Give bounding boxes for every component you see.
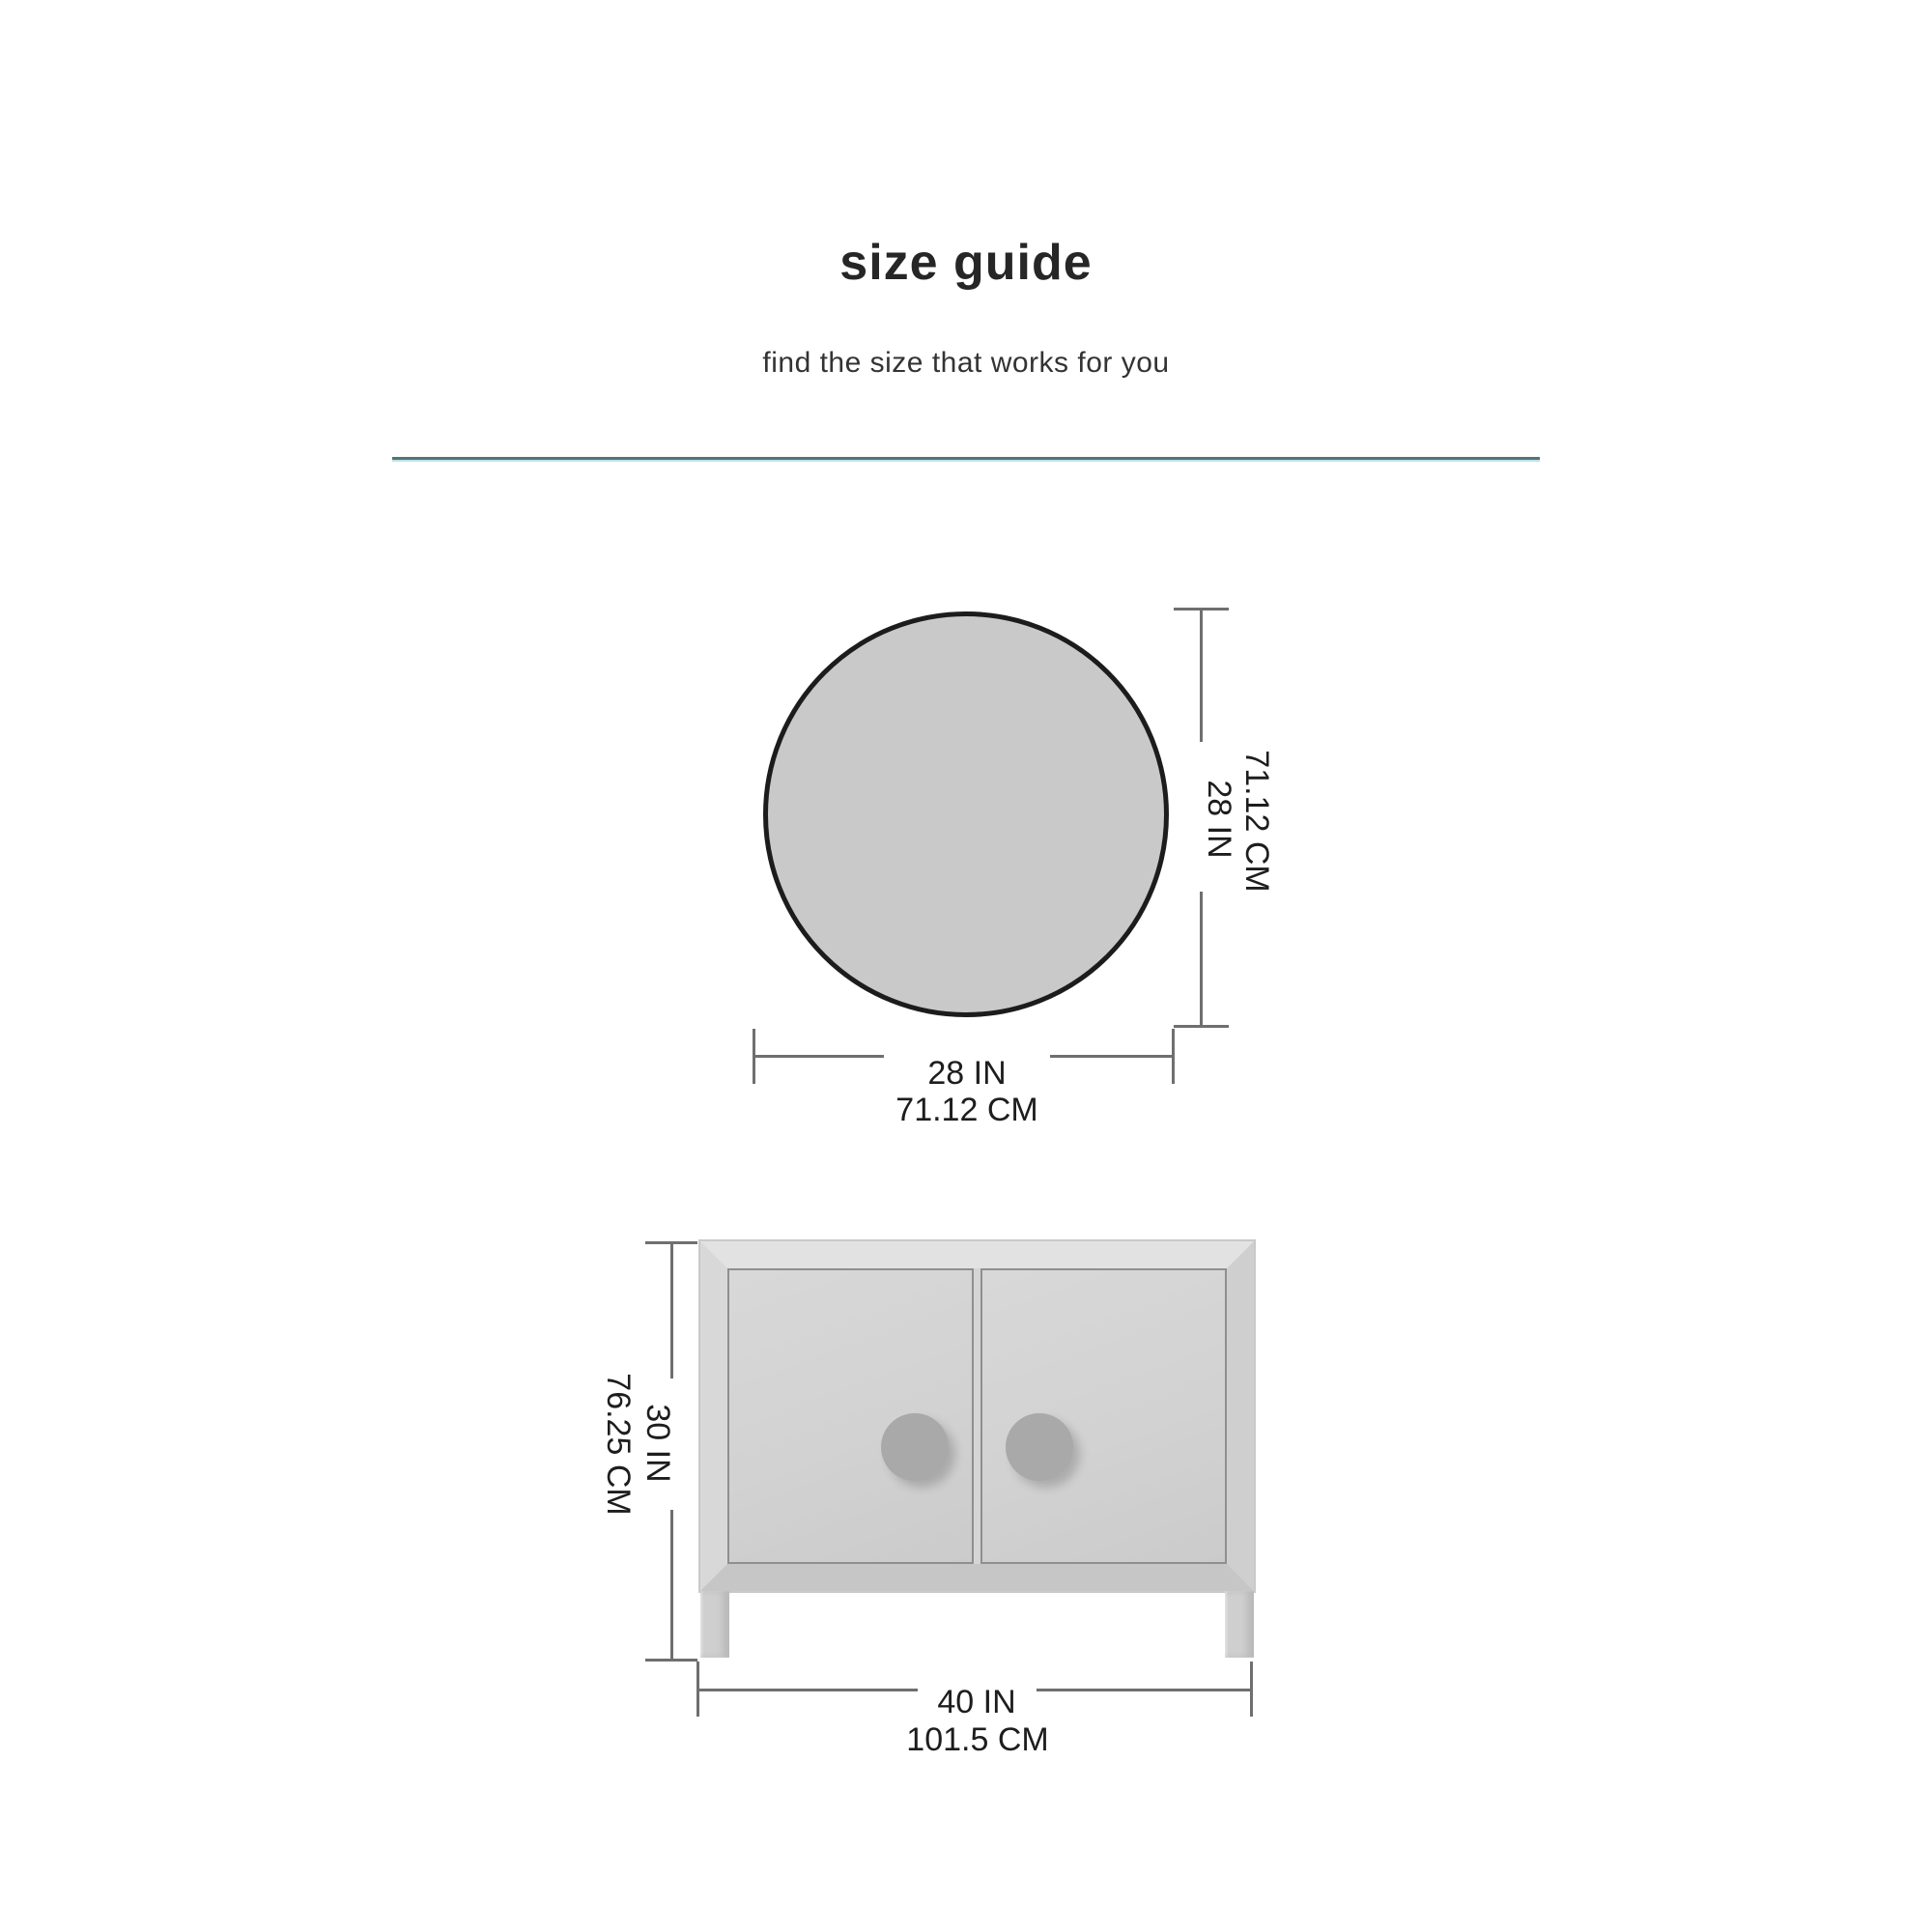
dim-line-right-segment	[1050, 1055, 1175, 1058]
dim-tick-bottom	[1174, 1025, 1229, 1028]
round-table-shape	[763, 611, 1169, 1017]
cabinet-leg-right	[1225, 1591, 1254, 1658]
cabinet-leg-left	[700, 1591, 729, 1658]
section-divider	[392, 457, 1540, 462]
cabinet-shape	[700, 1241, 1254, 1591]
dim-line-left-segment	[696, 1689, 918, 1691]
cabinet-door-left	[727, 1268, 974, 1564]
dim-line-lower-segment	[670, 1510, 673, 1659]
dim-line-upper-segment	[670, 1244, 673, 1378]
page-title: size guide	[839, 235, 1093, 291]
dim-line-lower-segment	[1200, 892, 1203, 1028]
circle-width-label-cm: 71.12 CM	[895, 1092, 1038, 1128]
dim-line-left-segment	[753, 1055, 884, 1058]
circle-height-label-cm: 71.12 CM	[1238, 750, 1275, 893]
dim-line-right-segment	[1037, 1689, 1253, 1691]
dim-tick-right	[1172, 1029, 1175, 1084]
door-knob-left	[881, 1413, 949, 1481]
door-knob-right	[1006, 1413, 1073, 1481]
cabinet-height-label-cm: 76.25 CM	[600, 1373, 637, 1516]
cabinet-door-right	[980, 1268, 1227, 1564]
cabinet-width-label-cm: 101.5 CM	[906, 1721, 1049, 1758]
page-subtitle: find the size that works for you	[762, 347, 1170, 379]
dim-tick-right	[1250, 1662, 1253, 1717]
circle-height-label-in: 28 IN	[1201, 780, 1237, 859]
cabinet-height-label-in: 30 IN	[639, 1404, 676, 1483]
dim-tick-bottom	[645, 1659, 697, 1662]
dim-line-upper-segment	[1200, 611, 1203, 742]
cabinet-width-label-in: 40 IN	[937, 1684, 1016, 1720]
circle-width-label-in: 28 IN	[927, 1055, 1007, 1092]
